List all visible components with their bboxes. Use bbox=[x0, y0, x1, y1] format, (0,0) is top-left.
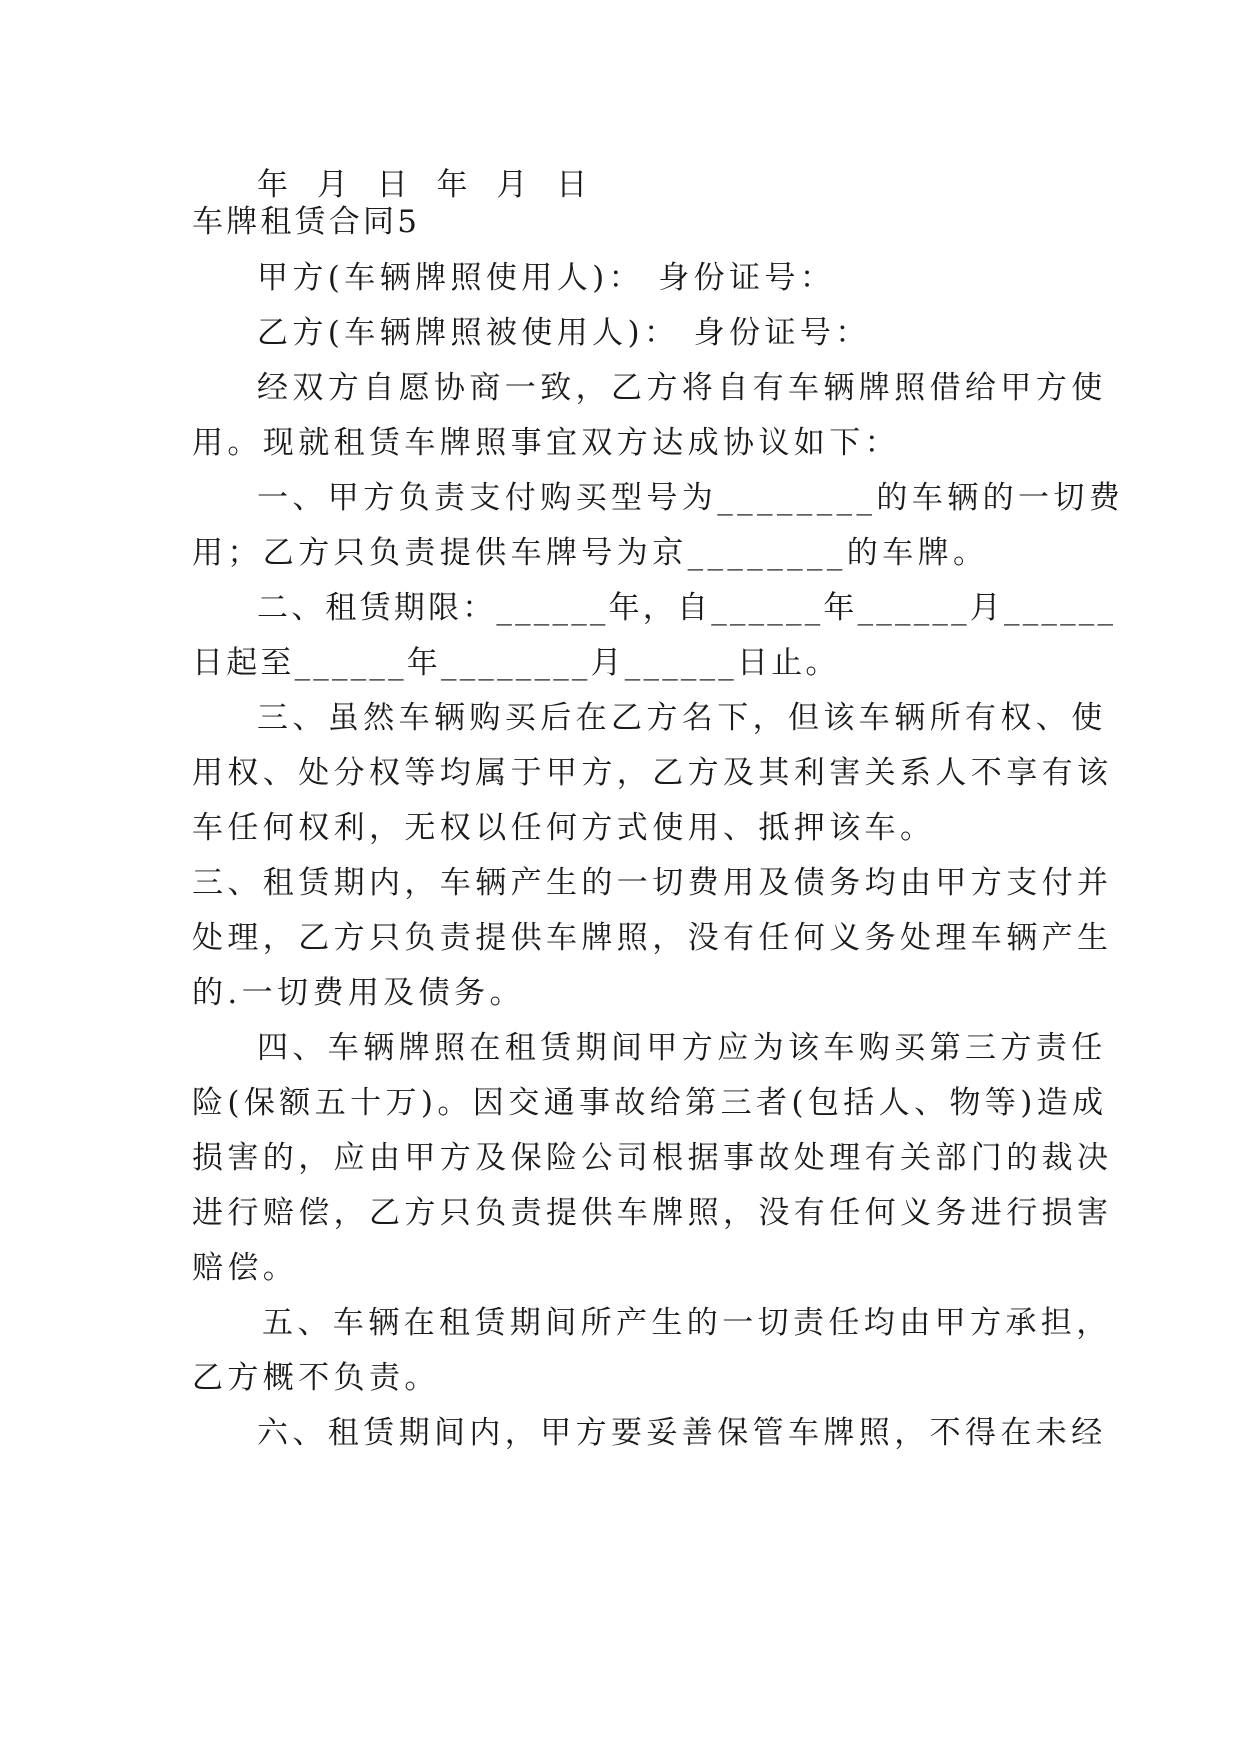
party-a-line: 甲方(车辆牌照使用人)： 身份证号： bbox=[257, 260, 836, 296]
clause-2-line-2: 日起至______年________月______日止。 bbox=[192, 645, 840, 681]
date-line: 年 月 日 年 月 日 bbox=[257, 167, 597, 203]
clause-3b-line-2: 处理，乙方只负责提供车牌照，没有任何义务处理车辆产生 bbox=[192, 920, 1113, 956]
clause-1-line-1: 一、甲方负责支付购买型号为________的车辆的一切费 bbox=[257, 480, 1125, 516]
clause-1-line-2: 用；乙方只负责提供车牌号为京________的车牌。 bbox=[192, 535, 989, 571]
party-b-line: 乙方(车辆牌照被使用人)： 身份证号： bbox=[257, 315, 871, 351]
clause-4-line-5: 赔偿。 bbox=[192, 1250, 299, 1286]
clause-3b-line-3: 的.一切费用及债务。 bbox=[192, 975, 525, 1011]
clause-2-line-1: 二、租赁期限：______年，自______年______月______ bbox=[257, 590, 1117, 626]
clause-6-line-1: 六、租赁期间内，甲方要妥善保管车牌照，不得在未经 bbox=[257, 1415, 1107, 1451]
clause-4-line-4: 进行赔偿，乙方只负责提供车牌照，没有任何义务进行损害 bbox=[192, 1195, 1113, 1231]
clause-3-line-2: 用权、处分权等均属于甲方，乙方及其利害关系人不享有该 bbox=[192, 755, 1113, 791]
clause-3b-line-1: 三、租赁期内，车辆产生的一切费用及债务均由甲方支付并 bbox=[192, 865, 1113, 901]
clause-3-line-3: 车任何权利，无权以任何方式使用、抵押该车。 bbox=[192, 810, 936, 846]
clause-5-line-2: 乙方概不负责。 bbox=[192, 1360, 440, 1396]
clause-4-line-3: 损害的，应由甲方及保险公司根据事故处理有关部门的裁决 bbox=[192, 1140, 1113, 1176]
clause-4-line-2: 险(保额五十万)。因交通事故给第三者(包括人、物等)造成 bbox=[192, 1085, 1108, 1121]
preamble-line-2: 用。现就租赁车牌照事宜双方达成协议如下： bbox=[192, 425, 900, 461]
clause-4-line-1: 四、车辆牌照在租赁期间甲方应为该车购买第三方责任 bbox=[257, 1030, 1107, 1066]
contract-title: 车牌租赁合同5 bbox=[192, 204, 421, 240]
clause-3-line-1: 三、虽然车辆购买后在乙方名下，但该车辆所有权、使 bbox=[257, 700, 1107, 736]
preamble-line-1: 经双方自愿协商一致，乙方将自有车辆牌照借给甲方使 bbox=[257, 370, 1107, 406]
clause-5-line-1: 五、车辆在租赁期间所产生的一切责任均由甲方承担， bbox=[262, 1305, 1112, 1341]
